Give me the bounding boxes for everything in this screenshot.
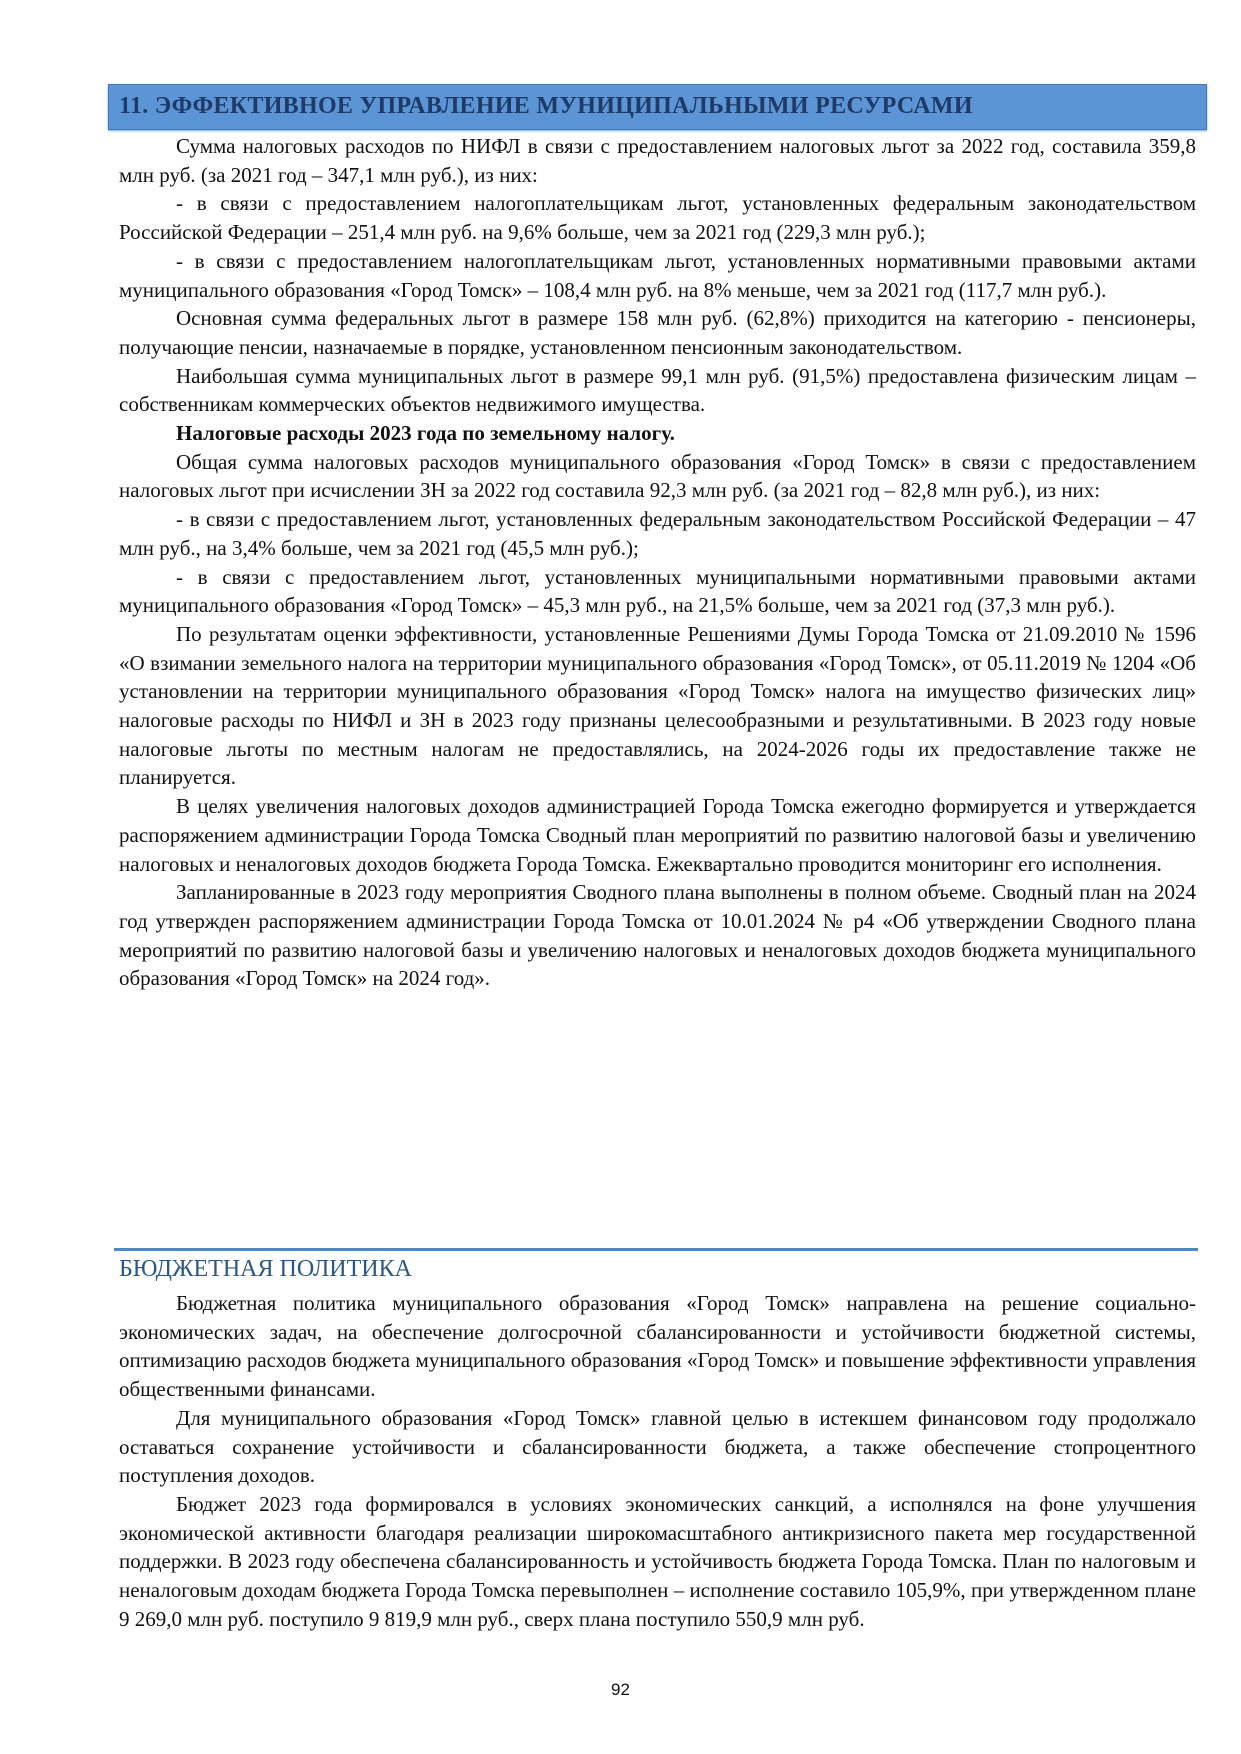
subheading: Налоговые расходы 2023 года по земельному налогу.	[176, 421, 675, 446]
paragraph: - в связи с предоставлением налогоплательщикам льгот, установленных нормативными правовыми актами муниципального образования «Город Томск» – 108,4 млн руб. на 8% меньше, чем за 2021 год (117,7 млн руб.).	[119, 248, 1196, 302]
paragraph: Основная сумма федеральных льгот в размере 158 млн руб. (62,8%) приходится на категорию - пенсионеры, получающие пенсии, назначаемые в порядке, установленном пенсионным законодательством.	[119, 306, 1196, 359]
paragraph: - в связи с предоставлением льгот, установленных федеральным законодательством Российской Федерации – 47 млн руб., на 3,4% больше, чем за 2021 год (45,5 млн руб.);	[119, 507, 1196, 560]
paragraph: Сумма налоговых расходов по НИФЛ в связи с предоставлением налоговых льгот за 2022 год, составила 359,8 млн руб. (за 2021 год – 347,1 млн руб.), из них:	[119, 134, 1196, 187]
chapter-title: 11. ЭФФЕКТИВНОЕ УПРАВЛЕНИЕ МУНИЦИПАЛЬНЫМИ РЕСУРСАМИ	[119, 93, 973, 119]
paragraph: Для муниципального образования «Город Томск» главной целью в истекшем финансовом году продолжало оставаться сохранение устойчивости и сбалансированности бюджета, а также обеспечение стопроцентного поступления доходов.	[119, 1405, 1196, 1488]
paragraph: Бюджетная политика муниципального образования «Город Томск» направлена на решение социально-экономических задач, на обеспечение долгосрочной сбалансированности и устойчивости бюджетной системы, оптимизацию расходов бюджета муниципального образования «Город Томск» и повышение эффективности управления общественными финансами.	[119, 1291, 1196, 1402]
paragraph: Запланированные в 2023 году мероприятия Сводного плана выполнены в полном объеме. Сводный план на 2024 год утвержден распоряжением администрации Города Томска от 10.01.2024 № р4 «Об утверждении Сводного плана мероприятий по развитию налоговой базы и увеличению налоговых и неналоговых доходов бюджета муниципального образования «Город Томск» на 2024 год».	[119, 880, 1196, 991]
paragraph: - в связи с предоставлением налогоплательщикам льгот, установленных федеральным законодательством Российской Федерации – 251,4 млн руб. на 9,6% больше, чем за 2021 год (229,3 млн руб.);	[119, 191, 1196, 245]
paragraph: - в связи с предоставлением льгот, установленных муниципальными нормативными правовыми актами муниципального образования «Город Томск» – 45,3 млн руб., на 21,5% больше, чем за 2021 год (37,3 млн руб.).	[119, 564, 1196, 618]
paragraph: Наибольшая сумма муниципальных льгот в размере 99,1 млн руб. (91,5%) предоставлена физическим лицам – собственникам коммерческих объектов недвижимого имущества.	[119, 363, 1196, 417]
page-number: 92	[611, 1680, 630, 1699]
paragraph: Общая сумма налоговых расходов муниципального образования «Город Томск» в связи с предоставлением налоговых льгот при исчислении ЗН за 2022 год составила 92,3 млн руб. (за 2021 год – 82,8 млн руб.), из них:	[119, 449, 1196, 503]
section-divider	[114, 1248, 1198, 1251]
paragraph: В целях увеличения налоговых доходов администрацией Города Томска ежегодно формируется и утверждается распоряжением администрации Города Томска Сводный план мероприятий по развитию налоговой базы и увеличению налоговых и неналоговых доходов бюджета Города Томска. Ежеквартально проводится мониторинг его исполнения.	[119, 794, 1196, 876]
chapter-header	[108, 84, 1207, 130]
section-title: БЮДЖЕТНАЯ ПОЛИТИКА	[119, 1256, 412, 1282]
paragraph: Бюджет 2023 года формировался в условиях экономических санкций, а исполнялся на фоне улучшения экономической активности благодаря реализации широкомасштабного антикризисного пакета мер государственной поддержки. В 2023 году обеспечена сбалансированность и устойчивость бюджета Города Томска. План по налоговым и неналоговым доходам бюджета Города Томска перевыполнен – исполнение составило 105,9%, при утвержденном плане 9 269,0 млн руб. поступило 9 819,9 млн руб., сверх плана поступило 550,9 млн руб.	[119, 1491, 1196, 1631]
section-text	[119, 1289, 1196, 1633]
main-text	[119, 132, 1196, 993]
paragraph: По результатам оценки эффективности, установленные Решениями Думы Города Томска от 21.09.2010 № 1596 «О взимании земельного налога на территории муниципального образования «Город Томск», от 05.11.2019 № 1204 «Об установлении на территории муниципального образования «Город Томск» налога на имущество физических лиц» налоговые расходы по НИФЛ и ЗН в 2023 году признаны целесообразными и результативными. В 2023 году новые налоговые льготы по местным налогам не предоставлялись, на 2024-2026 годы их предоставление также не планируется.	[119, 621, 1196, 790]
